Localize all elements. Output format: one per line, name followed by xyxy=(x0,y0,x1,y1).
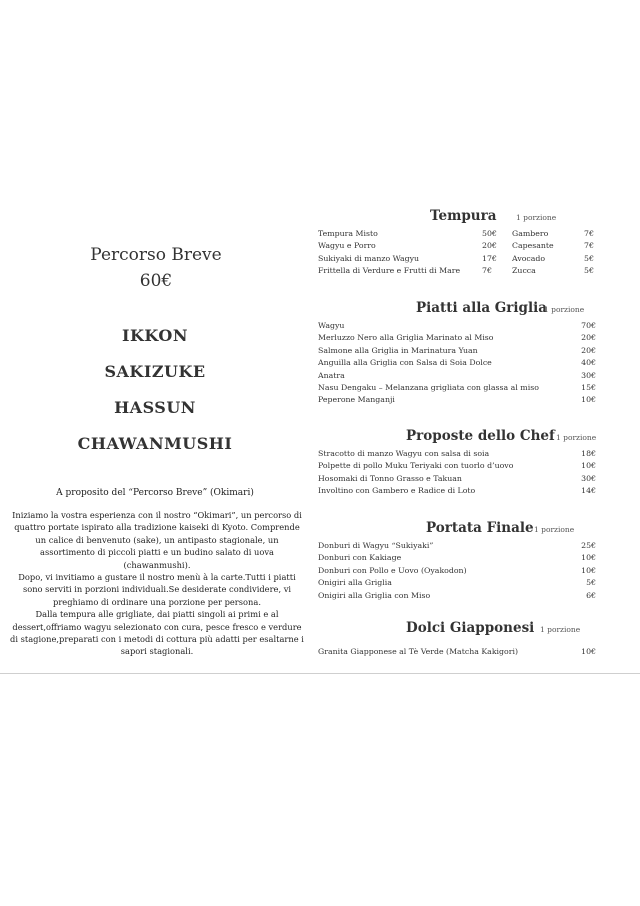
item-price: 30€ xyxy=(581,473,596,483)
item-price: 5€ xyxy=(586,578,596,588)
section-griglia xyxy=(318,298,618,407)
item-price: 40€ xyxy=(581,358,596,368)
course-item: IKKON xyxy=(122,326,188,345)
item-name: Peperone Manganji xyxy=(318,395,395,405)
item-price: 17€ xyxy=(482,253,497,263)
section-header xyxy=(318,618,618,640)
item-price: 18€ xyxy=(581,449,596,458)
item-price: 14€ xyxy=(581,486,596,496)
item-price: 20€ xyxy=(581,345,596,355)
section-dolci xyxy=(318,618,618,658)
menu-row xyxy=(318,332,618,344)
item-name: Onigiri alla Griglia con Miso xyxy=(318,590,431,600)
item-price: 7€ xyxy=(482,266,492,276)
menu-row xyxy=(318,590,618,602)
item-name: Involtino con Gambero e Radice di Loto xyxy=(318,486,476,496)
item-name: Stracotto di manzo Wagyu con salsa di soia xyxy=(318,449,490,458)
item-name: Gambero xyxy=(512,229,549,238)
course-item: CHAWANMUSHI xyxy=(77,434,233,453)
menu-row xyxy=(318,646,618,658)
menu-row xyxy=(318,565,618,577)
section-header xyxy=(318,206,618,228)
item-name: Anguilla alla Griglia con Salsa di Soia Dolce xyxy=(318,358,492,368)
menu-row xyxy=(318,448,618,460)
section-title: Portata Finale xyxy=(426,520,534,536)
right-column xyxy=(318,208,618,673)
item-price: 10€ xyxy=(581,565,596,575)
item-price: 20€ xyxy=(581,333,596,343)
item-name: Capesante xyxy=(512,241,554,251)
item-price: 6€ xyxy=(586,590,596,600)
item-name: Nasu Dengaku – Melanzana grigliata con glassa al miso xyxy=(318,382,539,392)
item-price: 10€ xyxy=(581,553,596,563)
item-price: 70€ xyxy=(581,321,596,330)
item-price: 15€ xyxy=(581,382,596,392)
menu-row xyxy=(318,394,618,406)
section-chef xyxy=(318,426,618,498)
menu-row xyxy=(318,540,618,552)
menu-row xyxy=(318,240,618,252)
section-note: 1 porzione xyxy=(544,305,585,314)
section-note: 1 porzione xyxy=(534,525,575,534)
course-list xyxy=(60,318,250,462)
item-price: 7€ xyxy=(584,229,594,238)
item-name: Merluzzo Nero alla Griglia Marinato al Miso xyxy=(318,333,494,343)
item-name: Donburi con Pollo e Uovo (Oyakodon) xyxy=(318,565,467,575)
item-name: Wagyu xyxy=(318,321,345,330)
item-name: Hosomaki di Tonno Grasso e Takuan xyxy=(318,473,462,483)
item-name: Granita Giapponese al Tè Verde (Matcha Kakigori) xyxy=(318,647,518,656)
item-name: Salmone alla Griglia in Marinatura Yuan xyxy=(318,345,478,355)
section-note: 1 porzione xyxy=(556,433,597,442)
left-column xyxy=(0,218,310,673)
menu-row xyxy=(318,357,618,369)
item-name: Anatra xyxy=(318,370,345,380)
menu-row xyxy=(318,577,618,589)
section-header xyxy=(318,518,618,540)
menu-row xyxy=(318,370,618,382)
menu-row xyxy=(318,460,618,472)
menu-row xyxy=(318,552,618,564)
menu-row xyxy=(318,265,618,277)
item-name: Sukiyaki di manzo Wagyu xyxy=(318,253,420,263)
item-price: 30€ xyxy=(581,370,596,380)
item-name: Avocado xyxy=(512,253,546,263)
set-menu-price: 60€ xyxy=(139,271,173,291)
course-item: HASSUN xyxy=(114,398,196,417)
set-menu-title: Percorso Breve xyxy=(90,245,222,265)
item-name: Polpette di pollo Muku Teriyaki con tuorlo d’uovo xyxy=(318,461,514,471)
section-title: Proposte dello Chef xyxy=(406,428,555,444)
section-title: Dolci Giapponesi xyxy=(406,620,535,636)
menu-row xyxy=(318,228,618,240)
section-note: 1 porzione xyxy=(540,625,581,634)
menu-row xyxy=(318,320,618,332)
course-item: SAKIZUKE xyxy=(104,362,206,381)
item-name: Tempura Misto xyxy=(318,229,378,238)
about-paragraph: Dopo, vi invitiamo a gustare il nostro menù à la carte.Tutti i piatti sono serviti in porzioni individuali.Se desiderate condividere, vi preghiamo di ordinare una porzione per persona. xyxy=(18,572,296,607)
item-price: 7€ xyxy=(584,241,594,251)
item-price: 10€ xyxy=(581,647,596,656)
item-name: Frittella di Verdure e Frutti di Mare xyxy=(318,266,461,276)
section-tempura xyxy=(318,206,618,278)
menu-row xyxy=(318,253,618,265)
item-name: Donburi di Wagyu “Sukiyaki” xyxy=(318,541,434,550)
item-price: 10€ xyxy=(581,461,596,471)
section-note: 1 porzione xyxy=(516,213,557,222)
set-menu-header xyxy=(56,242,256,294)
about-paragraph: Dalla tempura alle grigliate, dai piatti singoli ai primi e al dessert,offriamo wagyu selezionato con cura, pesce fresco e verdure di stagione,preparati con i metodi di cottura più adatti per esaltarne i sapori stagionali. xyxy=(10,609,304,657)
about-title: A proposito del “Percorso Breve” (Okimari) xyxy=(56,488,254,498)
section-header xyxy=(318,426,618,448)
menu-row xyxy=(318,382,618,394)
about-text xyxy=(10,509,304,658)
section-title: Tempura xyxy=(430,208,497,224)
section-title: Piatti alla Griglia xyxy=(416,300,547,316)
item-name: Wagyu e Porro xyxy=(318,241,376,251)
item-price: 25€ xyxy=(581,541,596,550)
menu-row xyxy=(318,473,618,485)
section-finale xyxy=(318,518,618,602)
menu-row xyxy=(318,485,618,497)
about-paragraph: Iniziamo la vostra esperienza con il nostro “Okimari”, un percorso di quattro portate ispirato alla tradizione kaiseki di Kyoto. Comprende un calice di benvenuto (sake), un antipasto stagionale, un assortimento di piccoli piatti e un budino salato di uova (chawanmushi). xyxy=(12,510,302,570)
menu-sheet xyxy=(0,208,640,674)
item-price: 20€ xyxy=(482,241,497,251)
item-price: 5€ xyxy=(584,266,594,276)
item-name: Donburi con Kakiage xyxy=(318,553,402,563)
menu-row xyxy=(318,345,618,357)
item-price: 5€ xyxy=(584,253,594,263)
item-name: Onigiri alla Griglia xyxy=(318,578,392,588)
item-name: Zucca xyxy=(512,266,536,276)
section-header xyxy=(318,298,618,320)
item-price: 50€ xyxy=(482,229,497,238)
item-price: 10€ xyxy=(581,395,596,405)
